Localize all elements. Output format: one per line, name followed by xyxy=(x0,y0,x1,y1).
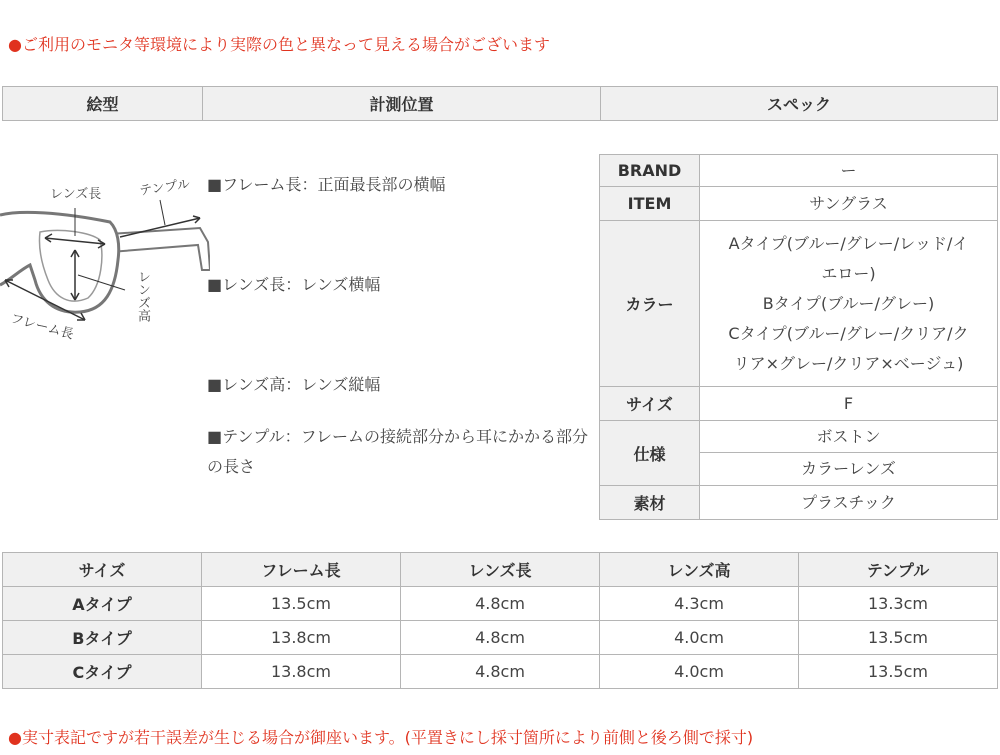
spec-item-label: ITEM xyxy=(600,187,700,221)
size-cell: 4.8cm xyxy=(401,655,600,689)
measurement-notice: ●実寸表記ですが若干誤差が生じる場合が御座います。(平置きにし採寸箇所により前側と後ろ側で採寸) xyxy=(8,728,754,747)
size-cell: 13.3cm xyxy=(799,587,998,621)
measure-frame-length: ■フレーム長：正面最長部の横幅 xyxy=(207,175,446,194)
header-pattern: 絵型 xyxy=(3,87,203,121)
spec-color-line: Cタイプ(ブルー/グレー/クリア/ク xyxy=(728,323,969,343)
spec-material-value: プラスチック xyxy=(700,486,998,520)
spec-color-line: エロー) xyxy=(821,263,876,283)
size-cell: 13.5cm xyxy=(202,587,401,621)
spec-size-label: サイズ xyxy=(600,387,700,421)
size-header: レンズ長 xyxy=(401,553,600,587)
diagram-temple-label: テンプル xyxy=(138,177,191,199)
size-header: レンズ高 xyxy=(600,553,799,587)
measure-lens-length: ■レンズ長：レンズ横幅 xyxy=(207,275,381,294)
size-header: テンプル xyxy=(799,553,998,587)
diagram-lens-length-label: レンズ長 xyxy=(50,187,102,202)
header-measure-position: 計測位置 xyxy=(203,87,601,121)
spec-item-value: サングラス xyxy=(700,187,998,221)
spec-color-line: Aタイプ(ブルー/グレー/レッド/イ xyxy=(728,233,969,253)
size-cell: 4.8cm xyxy=(401,621,600,655)
spec-table xyxy=(599,154,998,520)
size-cell: 13.5cm xyxy=(799,655,998,689)
measure-temple: ■テンプル：フレームの接続部分から耳にかかる部分の長さ xyxy=(207,427,589,476)
spec-spec-value-2: カラーレンズ xyxy=(700,453,998,486)
size-cell: 4.0cm xyxy=(600,621,799,655)
table-row xyxy=(3,587,998,621)
diagram-frame-length-label: フレーム長 xyxy=(8,311,76,343)
spec-color-value xyxy=(700,221,998,387)
measure-lens-height: ■レンズ高：レンズ縦幅 xyxy=(207,375,381,394)
size-cell: 4.3cm xyxy=(600,587,799,621)
size-header: サイズ xyxy=(3,553,202,587)
size-table xyxy=(2,552,998,689)
diagram-lens-height-label: レンズ高 xyxy=(135,270,150,322)
spec-material-label: 素材 xyxy=(600,486,700,520)
size-row-label: Cタイプ xyxy=(3,655,202,689)
size-cell: 13.8cm xyxy=(202,621,401,655)
spec-brand-label: BRAND xyxy=(600,155,700,187)
size-cell: 4.8cm xyxy=(401,587,600,621)
spec-size-value: F xyxy=(700,387,998,421)
spec-spec-value-1: ボストン xyxy=(700,421,998,453)
table-row xyxy=(3,621,998,655)
color-notice: ●ご利用のモニタ等環境により実際の色と異なって見える場合がございます xyxy=(8,35,550,54)
glasses-diagram xyxy=(0,170,210,350)
size-cell: 13.5cm xyxy=(799,621,998,655)
spec-color-label: カラー xyxy=(600,221,700,387)
size-cell: 4.0cm xyxy=(600,655,799,689)
spec-color-line: リア×グレー/クリア×ベージュ) xyxy=(733,353,964,373)
size-header: フレーム長 xyxy=(202,553,401,587)
size-cell: 13.8cm xyxy=(202,655,401,689)
size-row-label: Aタイプ xyxy=(3,587,202,621)
size-row-label: Bタイプ xyxy=(3,621,202,655)
spec-color-line: Bタイプ(ブルー/グレー) xyxy=(762,293,935,313)
spec-spec-label: 仕様 xyxy=(600,421,700,486)
header-table xyxy=(2,86,998,121)
spec-brand-value: ー xyxy=(700,155,998,187)
table-row xyxy=(3,655,998,689)
header-spec: スペック xyxy=(601,87,998,121)
